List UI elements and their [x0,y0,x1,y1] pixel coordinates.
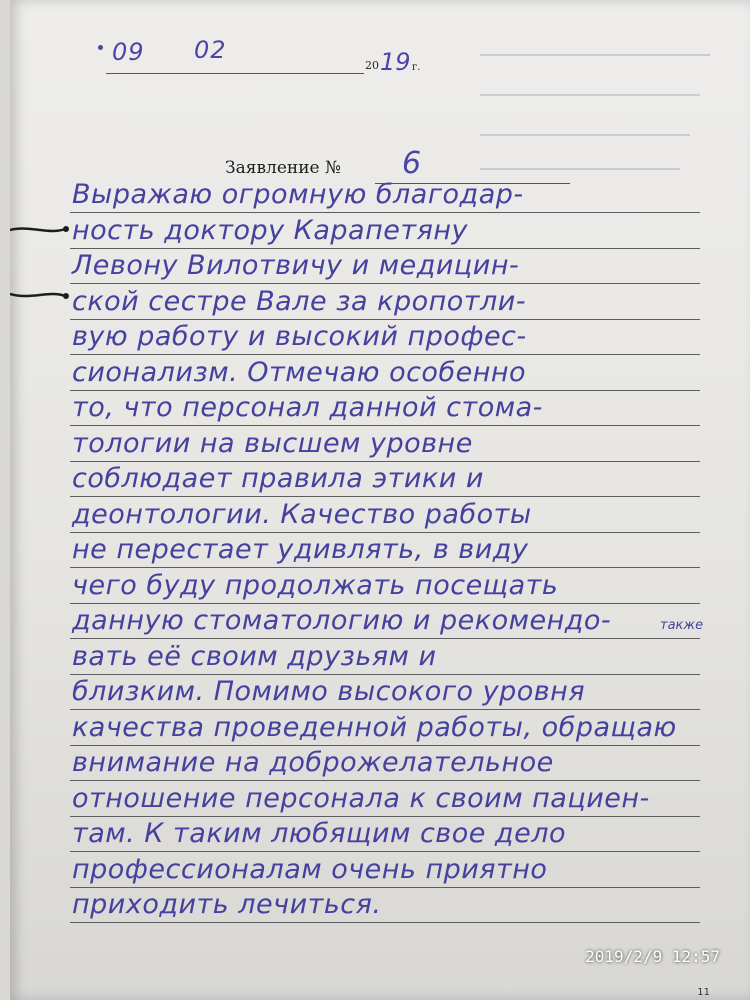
ruled-line [70,816,700,817]
ruled-line [70,745,700,746]
ruled-line [70,851,700,852]
ruled-line [70,780,700,781]
ruled-line [70,354,700,355]
ruled-line [70,603,700,604]
year-suffix: 19 [380,48,411,76]
ruled-line [70,674,700,675]
date-field [90,35,430,85]
handwritten-line: данную стоматологию и рекомендо- [72,605,612,636]
handwritten-line: там. К таким любящим свое дело [72,818,566,849]
handwritten-line: Выражаю огромную благодар- [72,179,524,210]
handwritten-line: не перестает удивлять, в виду [72,534,529,565]
statement-number: 6 [402,146,422,181]
handwritten-line: то, что персонал данной стома- [72,392,543,423]
handwritten-line: близким. Помимо высокого уровня [72,676,586,707]
notebook-page [10,0,750,1000]
ruled-line [70,532,700,533]
ruled-line [70,461,700,462]
binding-thread-bottom [10,288,80,302]
handwritten-line: приходить лечиться. [72,889,382,920]
handwritten-line: чего буду продолжать посещать [72,570,559,601]
photo-timestamp: 2019/2/9 12:57 [585,947,720,966]
date-day: 09 [112,38,145,66]
ruled-line [70,212,700,213]
year-prefix: 20 [365,59,379,72]
ruled-line [70,709,700,710]
date-dot [98,45,103,50]
handwritten-line: соблюдает правила этики и [72,463,484,494]
ruled-line [70,887,700,888]
ruled-line [70,319,700,320]
handwritten-line: ской сестре Вале за кропотли- [72,286,527,317]
date-month: 02 [194,36,227,64]
handwritten-line: Левону Вилотвичу и медицин- [72,250,520,281]
handwritten-line: вать её своим друзьям и [72,641,437,672]
ruled-line [70,390,700,391]
handwritten-line: качества проведенной работы, обращаю [72,712,677,743]
statement-title: Заявление № [225,158,342,178]
handwritten-line: вую работу и высокий профес- [72,321,527,352]
ruled-line [70,496,700,497]
show-through-text [480,36,730,186]
date-underline [106,73,364,74]
handwritten-line: ность доктору Карапетяну [72,215,468,246]
handwritten-line: тологии на высшем уровне [72,428,473,459]
year-abbrev: г. [412,62,421,73]
handwritten-line: профессионалам очень приятно [72,854,548,885]
ruled-line [70,922,700,923]
handwritten-line: внимание на доброжелательное [72,747,554,778]
margin-insertion: также [660,618,704,633]
ruled-line [70,567,700,568]
handwritten-line: деонтологии. Качество работы [72,499,532,530]
handwritten-line: отношение персонала к своим пациен- [72,783,650,814]
ruled-line [70,283,700,284]
ruled-line [70,425,700,426]
page-corner-number: 11 [697,987,710,998]
binding-thread-top [10,223,80,237]
ruled-line [70,638,700,639]
ruled-line [70,248,700,249]
handwritten-line: сионализм. Отмечаю особенно [72,357,527,388]
